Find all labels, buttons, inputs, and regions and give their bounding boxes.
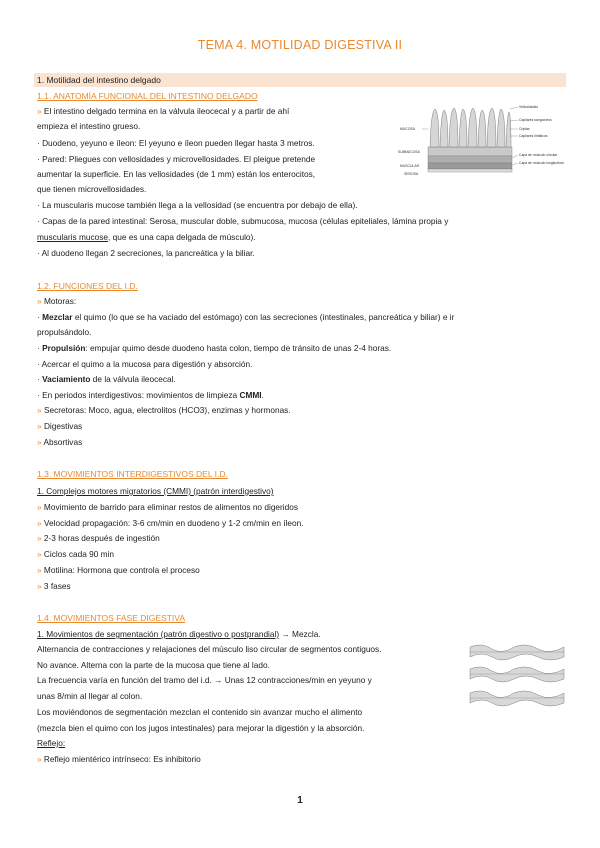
- s14-r1: » Reflejo mientérico intrínseco: Es inhibitorio: [37, 754, 201, 764]
- s11-p6: · Al duodeno llegan 2 secreciones, la pancreática y la biliar.: [37, 248, 255, 258]
- bullet-icon: »: [37, 106, 44, 116]
- s11-p5a: · Capas de la pared intestinal: Serosa, muscular doble, submucosa, mucosa (células epiteliales, lámina propia y: [37, 216, 449, 226]
- s14-l4: unas 8/min al llegar al colon.: [37, 691, 143, 701]
- fig-label-criptas: Criptas: [519, 127, 530, 131]
- segmentation-figure: [468, 643, 566, 713]
- heading-1-2: 1.2. FUNCIONES DEL I.D.: [37, 281, 138, 291]
- s13-item-3: » Ciclos cada 90 min: [37, 549, 115, 559]
- s13-item-2: » 2-3 horas después de ingestión: [37, 533, 160, 543]
- s12-line-5: · Vaciamiento de la válvula ileocecal.: [37, 374, 176, 384]
- s12-line-6: · En periodos interdigestivos: movimientos de limpieza CMMI.: [37, 390, 264, 400]
- s11-p5b: muscularis mucose, que es una capa delgada de músculo).: [37, 232, 256, 242]
- fig-label-vellosidades: Vellosidades: [519, 105, 539, 109]
- s14-sub: 1. Movimientos de segmentación (patrón digestivo o postprandial) → Mezcla.: [37, 629, 321, 639]
- fig-label-musculo-longitudinal: Capa de músculo longitudinal: [519, 161, 564, 165]
- fig-label-muscular: MUSCULAR: [400, 164, 420, 168]
- s12-line-9: » Absortivas: [37, 437, 83, 447]
- s13-sub: 1. Complejos motores migratorios (CMMI) (patrón interdigestivo): [37, 486, 274, 496]
- s11-p2: · Duodeno, yeyuno e íleon: El yeyuno e íleon pueden llegar hasta 3 metros.: [37, 138, 315, 148]
- s11-p3c: que tienen microvellosidades.: [37, 184, 147, 194]
- s14-l2: No avance. Alterna con la parte de la mucosa que tiene al lado.: [37, 660, 270, 670]
- s11-p1b: empieza el intestino grueso.: [37, 121, 141, 131]
- intestinal-wall-figure: [398, 103, 566, 183]
- section-1-band: 1. Motilidad del intestino delgado: [34, 73, 566, 87]
- s14-l6: (mezcla bien el quimo con los jugos intestinales) para mejorar la digestión y la absorción.: [37, 723, 365, 733]
- s14-reflejo: Reflejo:: [37, 738, 66, 748]
- fig-label-mucosa: MUCOSA: [400, 127, 415, 131]
- s12-line-2: propulsándolo.: [37, 327, 92, 337]
- fig-label-capilares-linfaticos: Capilares linfáticos: [519, 134, 548, 138]
- fig-label-capilares-sanguineos: Capilares sanguíneos: [519, 118, 552, 122]
- s12-line-7: » Secretoras: Moco, agua, electrolitos (HCO3), enzimas y hormonas.: [37, 405, 291, 415]
- page-title: TEMA 4. MOTILIDAD DIGESTIVA II: [197, 38, 403, 52]
- s12-line-4: · Acercar el quimo a la mucosa para digestión y absorción.: [37, 359, 253, 369]
- s13-item-5: » 3 fases: [37, 581, 71, 591]
- s11-p3a: · Pared: Pliegues con vellosidades y microvellosidades. El pleigue pretende: [37, 154, 316, 164]
- s11-p1a: » El intestino delgado termina en la válvula ileocecal y a partir de ahí: [37, 106, 290, 116]
- s12-line-3: · Propulsión: empujar quimo desde duodeno hasta colon, tiempo de tránsito de unas 2-4 horas.: [37, 343, 392, 353]
- s13-item-1: » Velocidad propagación: 3-6 cm/min en duodeno y 1-2 cm/min en íleon.: [37, 518, 304, 528]
- s13-item-0: » Movimiento de barrido para eliminar restos de alimentos no digeridos: [37, 502, 299, 512]
- fig-label-submucosa: SUBMUCOSA: [398, 150, 420, 154]
- s14-l3: La frecuencia varía en función del tramo del i.d. → Unas 12 contracciones/min en yeyuno y: [37, 675, 372, 685]
- heading-1-4: 1.4. MOVIMIENTOS FASE DIGESTIVA: [37, 613, 185, 623]
- s14-l5: Los moviéndonos de segmentación mezclan el contenido sin avanzar mucho el alimento: [37, 707, 363, 717]
- fig-label-musculo-circular: Capa de músculo circular: [519, 153, 558, 157]
- s11-p3b: aumentar la superficie. En las vellosidades (de 1 mm) están los enterocitos,: [37, 169, 316, 179]
- muscularis-link-text: muscularis mucose: [37, 232, 109, 242]
- s13-item-4: » Motilina: Hormona que controla el proceso: [37, 565, 200, 575]
- heading-1-1: 1.1. ANATOMÍA FUNCIONAL DEL INTESTINO DELGADO: [37, 91, 258, 101]
- heading-1-3: 1.3. MOVIMIENTOS INTERDIGESTIVOS DEL I.D.: [37, 469, 228, 479]
- s12-line-8: » Digestivas: [37, 421, 83, 431]
- s12-line-0: » Motoras:: [37, 296, 77, 306]
- s14-l1: Alternancia de contracciones y relajaciones del músculo liso circular de segmentos contiguos.: [37, 644, 382, 654]
- fig-label-serosa: SEROSA: [404, 172, 419, 176]
- page-number: 1: [297, 795, 303, 806]
- s12-line-1: · Mezclar el quimo (lo que se ha vaciado del estómago) con las secreciones (intestinales, pancreática y biliar) e ir: [37, 312, 455, 322]
- s11-p4: · La muscularis mucose también llega a la vellosidad (se encuentra por debajo de ella).: [37, 200, 358, 210]
